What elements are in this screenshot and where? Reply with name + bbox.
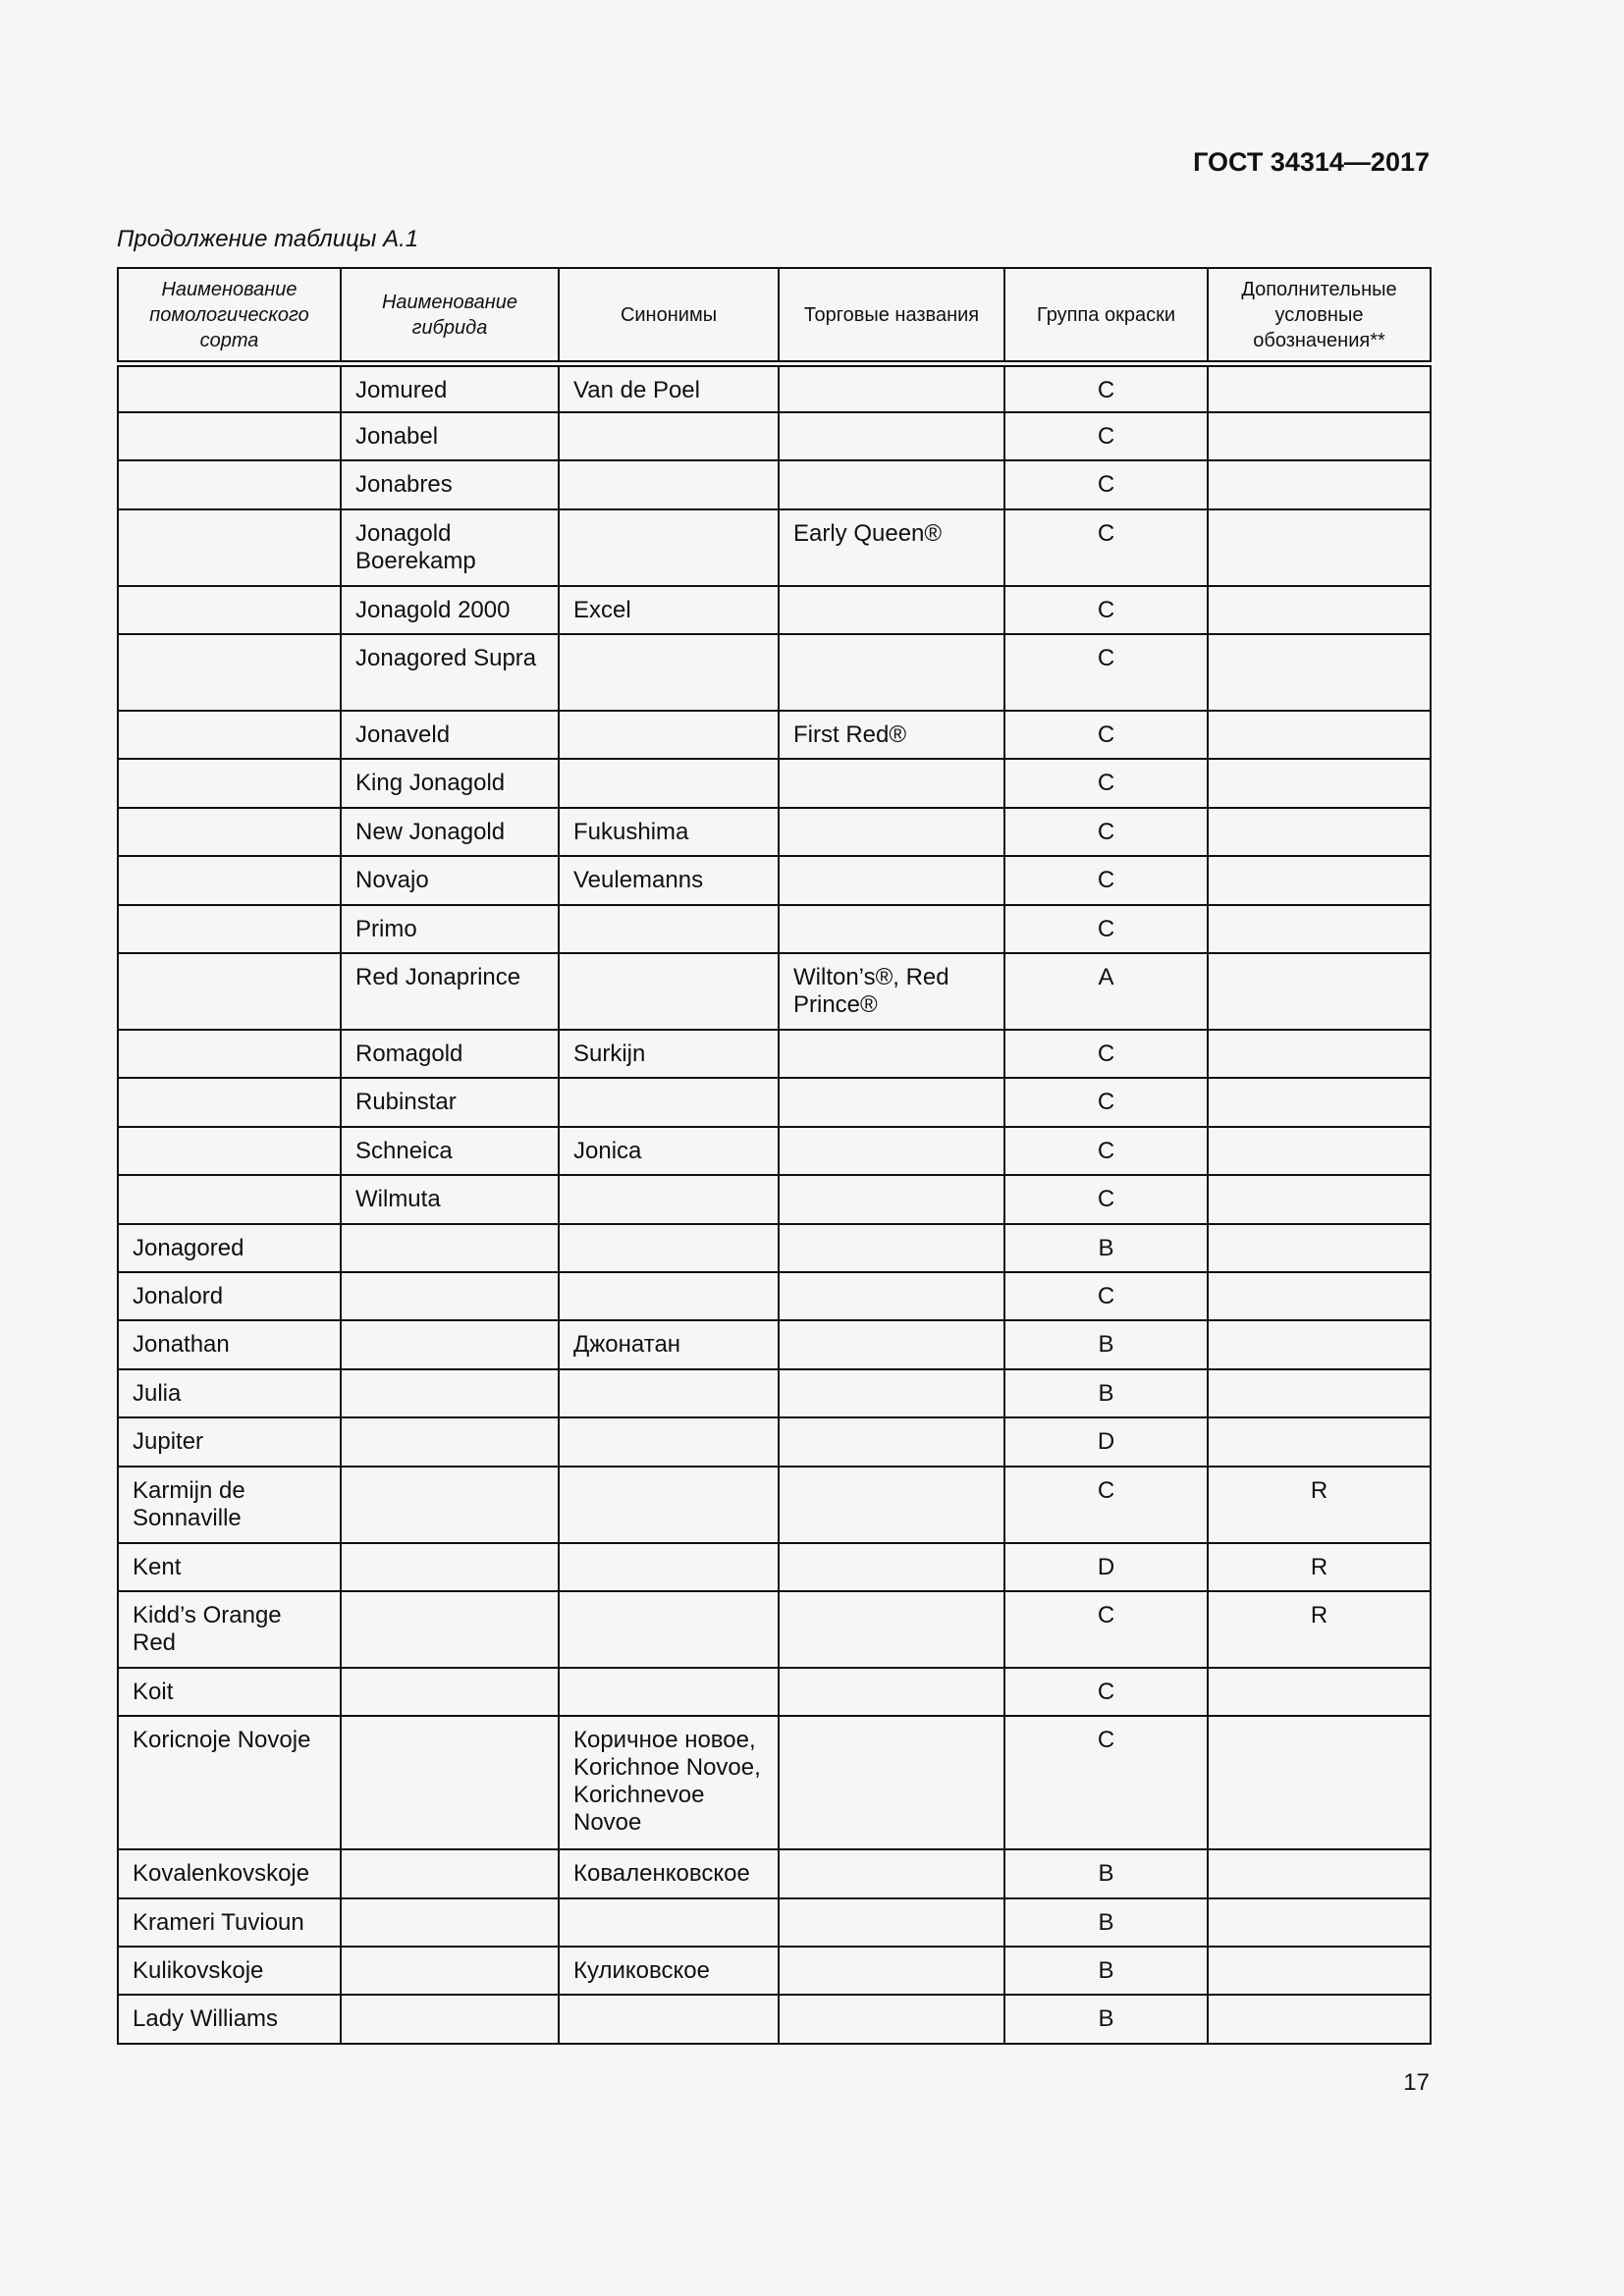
table-row xyxy=(118,1543,1431,1591)
table-row xyxy=(118,711,1431,759)
cell-variety xyxy=(118,856,341,904)
cell-synonyms xyxy=(559,1224,779,1272)
cell-trade-names xyxy=(779,586,1004,634)
cell-trade-names xyxy=(779,1127,1004,1175)
cell-hybrid xyxy=(341,1467,559,1543)
cell-variety xyxy=(118,364,341,412)
cell-additional-marks: R xyxy=(1208,1467,1431,1543)
cell-trade-names xyxy=(779,1716,1004,1849)
cell-additional-marks xyxy=(1208,364,1431,412)
cell-color-group: C xyxy=(1004,364,1208,412)
cell-variety xyxy=(118,509,341,586)
cell-trade-names xyxy=(779,1320,1004,1368)
cell-variety: Koit xyxy=(118,1668,341,1716)
cell-variety xyxy=(118,1078,341,1126)
cell-trade-names xyxy=(779,1467,1004,1543)
cell-additional-marks xyxy=(1208,1417,1431,1466)
cell-hybrid xyxy=(341,1716,559,1849)
cell-color-group: C xyxy=(1004,586,1208,634)
table-row xyxy=(118,1175,1431,1223)
cell-synonyms: Surkijn xyxy=(559,1030,779,1078)
cell-variety xyxy=(118,808,341,856)
cell-hybrid: Jonabel xyxy=(341,412,559,460)
cell-trade-names: First Red® xyxy=(779,711,1004,759)
cell-hybrid xyxy=(341,1995,559,2043)
cell-variety: Kent xyxy=(118,1543,341,1591)
col-header-color-group: Группа окраски xyxy=(1004,268,1208,364)
cell-synonyms xyxy=(559,634,779,711)
cell-trade-names xyxy=(779,1898,1004,1947)
table-row xyxy=(118,1668,1431,1716)
cell-additional-marks xyxy=(1208,759,1431,807)
cell-additional-marks xyxy=(1208,808,1431,856)
cell-variety: Koricnoje Novoje xyxy=(118,1716,341,1849)
cell-hybrid: Romagold xyxy=(341,1030,559,1078)
cell-hybrid: Red Jonaprince xyxy=(341,953,559,1030)
table-row xyxy=(118,953,1431,1030)
cell-variety: Kovalenkovskoje xyxy=(118,1849,341,1897)
cell-color-group: C xyxy=(1004,1467,1208,1543)
cell-color-group: C xyxy=(1004,759,1208,807)
cell-additional-marks xyxy=(1208,1849,1431,1897)
cell-additional-marks xyxy=(1208,905,1431,953)
cell-additional-marks xyxy=(1208,586,1431,634)
table-row xyxy=(118,1947,1431,1995)
cell-trade-names xyxy=(779,1030,1004,1078)
cell-additional-marks xyxy=(1208,1030,1431,1078)
cell-color-group: C xyxy=(1004,634,1208,711)
cell-hybrid: New Jonagold xyxy=(341,808,559,856)
table-row xyxy=(118,856,1431,904)
cell-hybrid: Schneica xyxy=(341,1127,559,1175)
cell-variety xyxy=(118,1030,341,1078)
cell-color-group: C xyxy=(1004,1175,1208,1223)
cell-variety xyxy=(118,1175,341,1223)
cell-trade-names xyxy=(779,1947,1004,1995)
cell-variety xyxy=(118,1127,341,1175)
cell-synonyms xyxy=(559,953,779,1030)
table-row xyxy=(118,1224,1431,1272)
cell-trade-names xyxy=(779,905,1004,953)
cell-color-group: B xyxy=(1004,1995,1208,2043)
cell-hybrid xyxy=(341,1543,559,1591)
cell-synonyms: Джонатан xyxy=(559,1320,779,1368)
cell-hybrid xyxy=(341,1272,559,1320)
cell-variety: Krameri Tuvioun xyxy=(118,1898,341,1947)
cell-hybrid xyxy=(341,1668,559,1716)
cell-trade-names: Wilton’s®, Red Prince® xyxy=(779,953,1004,1030)
cell-hybrid: Jonagold 2000 xyxy=(341,586,559,634)
cell-synonyms xyxy=(559,759,779,807)
cell-variety xyxy=(118,759,341,807)
cell-hybrid xyxy=(341,1947,559,1995)
table-row xyxy=(118,1898,1431,1947)
cell-hybrid: Jonagold Boerekamp xyxy=(341,509,559,586)
cell-color-group: C xyxy=(1004,808,1208,856)
cell-trade-names xyxy=(779,1668,1004,1716)
cell-hybrid: Jonaveld xyxy=(341,711,559,759)
cell-additional-marks xyxy=(1208,1224,1431,1272)
cell-color-group: C xyxy=(1004,1078,1208,1126)
cell-color-group: C xyxy=(1004,1272,1208,1320)
cell-color-group: C xyxy=(1004,1030,1208,1078)
cell-hybrid xyxy=(341,1369,559,1417)
cell-variety: Lady Williams xyxy=(118,1995,341,2043)
cell-variety xyxy=(118,953,341,1030)
cell-synonyms xyxy=(559,460,779,508)
cell-synonyms xyxy=(559,1175,779,1223)
cell-synonyms: Veulemanns xyxy=(559,856,779,904)
cell-variety: Jonagored xyxy=(118,1224,341,1272)
cell-color-group: C xyxy=(1004,905,1208,953)
cell-color-group: C xyxy=(1004,711,1208,759)
document-number: ГОСТ 34314—2017 xyxy=(1193,147,1430,177)
cell-additional-marks xyxy=(1208,1175,1431,1223)
cell-trade-names xyxy=(779,1272,1004,1320)
cell-synonyms xyxy=(559,412,779,460)
cell-synonyms xyxy=(559,711,779,759)
cell-variety xyxy=(118,460,341,508)
cell-variety xyxy=(118,711,341,759)
cell-synonyms: Excel xyxy=(559,586,779,634)
table-row xyxy=(118,1127,1431,1175)
cell-additional-marks xyxy=(1208,1668,1431,1716)
cell-trade-names xyxy=(779,1543,1004,1591)
cell-color-group: B xyxy=(1004,1320,1208,1368)
cell-additional-marks xyxy=(1208,509,1431,586)
cell-additional-marks xyxy=(1208,1320,1431,1368)
table-row xyxy=(118,509,1431,586)
cell-trade-names xyxy=(779,1369,1004,1417)
cell-additional-marks: R xyxy=(1208,1591,1431,1668)
cell-synonyms xyxy=(559,1898,779,1947)
col-header-additional-marks: Дополнительные условные обозначения** xyxy=(1208,268,1431,364)
cell-color-group: B xyxy=(1004,1369,1208,1417)
table-row xyxy=(118,808,1431,856)
cell-color-group: B xyxy=(1004,1224,1208,1272)
table-row xyxy=(118,586,1431,634)
cell-trade-names xyxy=(779,808,1004,856)
cell-color-group: C xyxy=(1004,1127,1208,1175)
cell-synonyms: Коричное новое, Korichnoe Novoe, Korichnevoe Novoe xyxy=(559,1716,779,1849)
cell-hybrid xyxy=(341,1417,559,1466)
cell-variety: Karmijn de Sonnaville xyxy=(118,1467,341,1543)
col-header-trade-names: Торговые названия xyxy=(779,268,1004,364)
cell-trade-names xyxy=(779,1224,1004,1272)
cell-hybrid xyxy=(341,1320,559,1368)
cell-trade-names xyxy=(779,759,1004,807)
cell-synonyms xyxy=(559,1369,779,1417)
cell-hybrid: Wilmuta xyxy=(341,1175,559,1223)
cell-hybrid: Jonabres xyxy=(341,460,559,508)
table-row xyxy=(118,1716,1431,1849)
cell-additional-marks xyxy=(1208,634,1431,711)
cell-trade-names xyxy=(779,856,1004,904)
cell-synonyms: Коваленковское xyxy=(559,1849,779,1897)
table-row xyxy=(118,759,1431,807)
cell-hybrid: Jonagored Supra xyxy=(341,634,559,711)
cell-trade-names xyxy=(779,634,1004,711)
col-header-variety: Наименование помологического сорта xyxy=(118,268,341,364)
table-row xyxy=(118,634,1431,711)
table-row xyxy=(118,412,1431,460)
table-row xyxy=(118,1995,1431,2043)
cell-color-group: B xyxy=(1004,1947,1208,1995)
cell-color-group: D xyxy=(1004,1543,1208,1591)
cell-variety: Kidd’s Orange Red xyxy=(118,1591,341,1668)
cell-color-group: C xyxy=(1004,509,1208,586)
cell-trade-names xyxy=(779,1078,1004,1126)
cell-synonyms xyxy=(559,1078,779,1126)
cell-variety xyxy=(118,634,341,711)
cell-hybrid xyxy=(341,1224,559,1272)
cell-additional-marks xyxy=(1208,412,1431,460)
cell-synonyms xyxy=(559,1995,779,2043)
table-header-row xyxy=(118,268,1431,364)
table-row xyxy=(118,1078,1431,1126)
cell-hybrid xyxy=(341,1849,559,1897)
cell-trade-names xyxy=(779,460,1004,508)
table-row xyxy=(118,364,1431,412)
cell-hybrid: Novajo xyxy=(341,856,559,904)
table-row xyxy=(118,1467,1431,1543)
cell-trade-names xyxy=(779,1417,1004,1466)
varieties-table xyxy=(117,267,1432,2045)
cell-synonyms xyxy=(559,1417,779,1466)
table-row xyxy=(118,905,1431,953)
cell-variety: Jonalord xyxy=(118,1272,341,1320)
cell-additional-marks xyxy=(1208,1127,1431,1175)
cell-variety: Julia xyxy=(118,1369,341,1417)
cell-synonyms xyxy=(559,1467,779,1543)
cell-color-group: B xyxy=(1004,1898,1208,1947)
cell-additional-marks xyxy=(1208,1078,1431,1126)
cell-variety xyxy=(118,905,341,953)
cell-additional-marks xyxy=(1208,1272,1431,1320)
cell-synonyms xyxy=(559,509,779,586)
cell-trade-names xyxy=(779,1175,1004,1223)
col-header-hybrid: Наименование гибрида xyxy=(341,268,559,364)
cell-color-group: C xyxy=(1004,1668,1208,1716)
cell-additional-marks xyxy=(1208,1995,1431,2043)
cell-variety xyxy=(118,412,341,460)
cell-color-group: C xyxy=(1004,460,1208,508)
table-row xyxy=(118,1030,1431,1078)
cell-color-group: A xyxy=(1004,953,1208,1030)
cell-trade-names: Early Queen® xyxy=(779,509,1004,586)
cell-variety: Kulikovskoje xyxy=(118,1947,341,1995)
cell-additional-marks xyxy=(1208,953,1431,1030)
cell-hybrid xyxy=(341,1591,559,1668)
cell-trade-names xyxy=(779,364,1004,412)
cell-synonyms xyxy=(559,1272,779,1320)
cell-hybrid xyxy=(341,1898,559,1947)
cell-synonyms xyxy=(559,1668,779,1716)
table-row xyxy=(118,1320,1431,1368)
cell-trade-names xyxy=(779,412,1004,460)
table-row xyxy=(118,1272,1431,1320)
cell-synonyms xyxy=(559,1591,779,1668)
cell-hybrid: Jomured xyxy=(341,364,559,412)
cell-additional-marks: R xyxy=(1208,1543,1431,1591)
table-row xyxy=(118,1849,1431,1897)
cell-color-group: D xyxy=(1004,1417,1208,1466)
cell-synonyms xyxy=(559,905,779,953)
cell-color-group: C xyxy=(1004,412,1208,460)
col-header-synonyms: Синонимы xyxy=(559,268,779,364)
cell-additional-marks xyxy=(1208,1369,1431,1417)
cell-additional-marks xyxy=(1208,1947,1431,1995)
cell-additional-marks xyxy=(1208,460,1431,508)
cell-color-group: B xyxy=(1004,1849,1208,1897)
cell-variety xyxy=(118,586,341,634)
cell-hybrid: King Jonagold xyxy=(341,759,559,807)
table-row xyxy=(118,1417,1431,1466)
cell-trade-names xyxy=(779,1591,1004,1668)
cell-trade-names xyxy=(779,1995,1004,2043)
cell-additional-marks xyxy=(1208,1898,1431,1947)
cell-synonyms: Jonica xyxy=(559,1127,779,1175)
table-row xyxy=(118,1369,1431,1417)
cell-variety: Jonathan xyxy=(118,1320,341,1368)
cell-color-group: C xyxy=(1004,1716,1208,1849)
cell-hybrid: Primo xyxy=(341,905,559,953)
cell-color-group: C xyxy=(1004,856,1208,904)
cell-synonyms: Куликовское xyxy=(559,1947,779,1995)
cell-synonyms: Van de Poel xyxy=(559,364,779,412)
cell-hybrid: Rubinstar xyxy=(341,1078,559,1126)
cell-trade-names xyxy=(779,1849,1004,1897)
cell-additional-marks xyxy=(1208,1716,1431,1849)
cell-synonyms xyxy=(559,1543,779,1591)
cell-synonyms: Fukushima xyxy=(559,808,779,856)
cell-additional-marks xyxy=(1208,856,1431,904)
cell-color-group: C xyxy=(1004,1591,1208,1668)
table-row xyxy=(118,460,1431,508)
cell-variety: Jupiter xyxy=(118,1417,341,1466)
table-row xyxy=(118,1591,1431,1668)
page-number: 17 xyxy=(1403,2069,1430,2096)
table-caption: Продолжение таблицы А.1 xyxy=(117,226,419,252)
cell-additional-marks xyxy=(1208,711,1431,759)
